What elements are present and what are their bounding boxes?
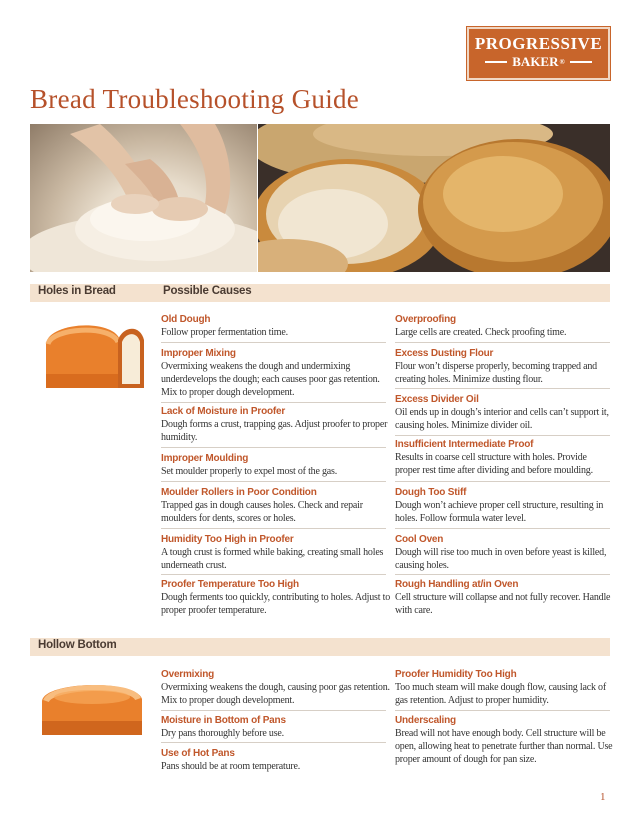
cause-name: Dough Too Stiff — [395, 487, 467, 498]
divider — [395, 388, 610, 389]
divider — [395, 435, 610, 436]
cause-desc: Overmixing weakens the dough, causing poor gas retention. Mix to proper dough development. — [161, 682, 390, 706]
logo-dash-right — [570, 61, 592, 63]
cause-name: Old Dough — [161, 314, 211, 325]
hollow-heading: Hollow Bottom — [38, 639, 117, 651]
cause-name: Excess Dusting Flour — [395, 348, 494, 359]
cause-desc: Dry pans thoroughly before use. — [161, 728, 284, 739]
bread-rolls-photo — [258, 124, 610, 272]
cause-desc: Oil ends up in dough’s interior and cells can’t support it, causing holes. Minimize divider oil. — [395, 407, 609, 431]
cause-name: Overmixing — [161, 669, 215, 680]
page-title: Bread Troubleshooting Guide — [30, 84, 360, 114]
cause-old-dough — [161, 313, 391, 339]
cause-excess-dusting-flour — [395, 347, 613, 386]
holes-section-header — [30, 284, 610, 302]
cause-humidity-too-high — [161, 533, 391, 572]
cause-name: Proofer Humidity Too High — [395, 669, 517, 680]
cause-proofer-humidity — [395, 668, 613, 707]
cause-improper-mixing — [161, 347, 391, 399]
cause-name: Moulder Rollers in Poor Condition — [161, 487, 317, 498]
logo-line2 — [469, 55, 608, 69]
divider — [161, 742, 386, 743]
cause-moulder-rollers — [161, 486, 391, 525]
loaf-image — [36, 675, 148, 744]
cause-excess-divider-oil — [395, 393, 613, 432]
cause-desc: Dough forms a crust, trapping gas. Adjust proofer to proper humidity. — [161, 419, 388, 443]
divider — [395, 342, 610, 343]
cause-name: Excess Divider Oil — [395, 394, 479, 405]
cause-desc: Cell structure will collapse and not fully recover. Handle with care. — [395, 592, 611, 616]
possible-causes-heading: Possible Causes — [163, 285, 252, 297]
cause-desc: Results in coarse cell structure with holes. Provide proper rest time after dividing and before moulding. — [395, 452, 593, 476]
logo-line1: PROGRESSIVE — [474, 34, 603, 53]
sliced-loaf-image — [38, 314, 148, 399]
cause-name: Proofer Temperature Too High — [161, 579, 299, 590]
divider — [161, 710, 386, 711]
cause-desc: Trapped gas in dough causes holes. Check and repair moulders for dents, scores or holes. — [161, 500, 363, 524]
cause-desc: Dough ferments too quickly, contributing to holes. Adjust to proper proofer temperature. — [161, 592, 390, 616]
divider — [161, 447, 386, 448]
cause-proofer-temperature — [161, 578, 391, 617]
cause-hot-pans — [161, 747, 391, 773]
cause-rough-handling — [395, 578, 613, 617]
cause-moisture-in-pans — [161, 714, 391, 740]
divider — [161, 574, 386, 575]
cause-desc: Dough won’t achieve proper cell structure, resulting in holes. Follow formula water level. — [395, 500, 604, 524]
cause-desc: A tough crust is formed while baking, creating small holes underneath crust. — [161, 547, 384, 571]
cause-name: Cool Oven — [395, 534, 444, 545]
progressive-baker-logo — [467, 27, 610, 80]
cause-name: Insufficient Intermediate Proof — [395, 439, 534, 450]
cause-desc: Follow proper fermentation time. — [161, 327, 288, 338]
cause-desc: Dough will rise too much in oven before yeast is killed, causing holes. — [395, 547, 607, 571]
cause-desc: Pans should be at room temperature. — [161, 761, 301, 772]
divider — [161, 342, 386, 343]
cause-desc: Flour won’t disperse properly, becoming trapped and creating holes. Minimize dusting flour. — [395, 361, 597, 385]
cause-overproofing — [395, 313, 613, 339]
divider — [161, 402, 386, 403]
cause-name: Underscaling — [395, 715, 456, 726]
cause-desc: Too much steam will make dough flow, causing lack of gas retention. Adjust to proper humidity. — [395, 682, 606, 706]
holes-heading: Holes in Bread — [38, 285, 116, 297]
cause-dough-too-stiff — [395, 486, 613, 525]
cause-name: Humidity Too High in Proofer — [161, 534, 294, 545]
logo-dash-left — [485, 61, 507, 63]
divider — [395, 481, 610, 482]
divider — [161, 481, 386, 482]
cause-overmixing — [161, 668, 391, 707]
hollow-section-header — [30, 638, 610, 656]
divider — [395, 710, 610, 711]
divider — [395, 574, 610, 575]
cause-desc: Overmixing weakens the dough and undermixing underdevelops the dough; each causes poor gas retention. Mix to proper dough development. — [161, 361, 380, 398]
cause-name: Improper Mixing — [161, 348, 236, 359]
cause-name: Rough Handling at/in Oven — [395, 579, 519, 590]
divider — [161, 528, 386, 529]
logo-registered-mark: ® — [559, 58, 565, 66]
cause-name: Use of Hot Pans — [161, 748, 235, 759]
page-number: 1 — [600, 791, 606, 803]
cause-desc: Bread will not have enough body. Cell structure will be open, allowing heat to penetrate further than normal. Use proper amount of dough for pan size. — [395, 728, 613, 765]
cause-name: Lack of Moisture in Proofer — [161, 406, 286, 417]
cause-lack-of-moisture — [161, 405, 391, 444]
divider — [395, 528, 610, 529]
cause-desc: Large cells are created. Check proofing time. — [395, 327, 567, 338]
cause-underscaling — [395, 714, 613, 766]
cause-name: Moisture in Bottom of Pans — [161, 715, 286, 726]
cause-insufficient-intermediate-proof — [395, 438, 613, 477]
logo-baker: BAKER — [512, 54, 559, 69]
cause-name: Overproofing — [395, 314, 456, 325]
cause-name: Improper Moulding — [161, 453, 249, 464]
cause-improper-moulding — [161, 452, 391, 478]
cause-desc: Set moulder properly to expel most of the gas. — [161, 466, 338, 477]
kneading-dough-photo — [30, 124, 257, 272]
cause-cool-oven — [395, 533, 613, 572]
